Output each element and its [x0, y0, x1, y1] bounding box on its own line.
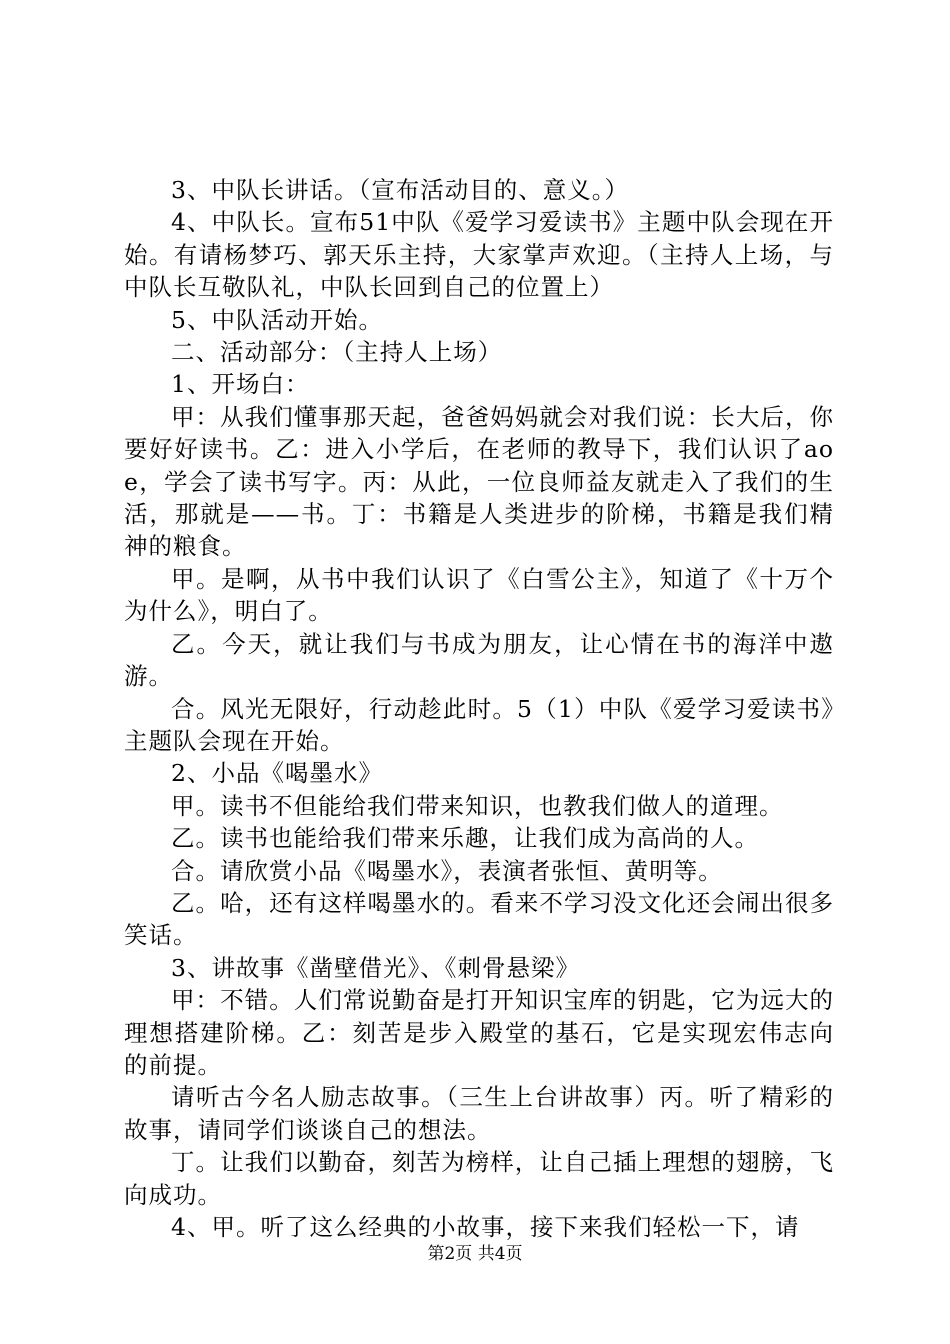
paragraph-2: 4、中队长。宣布51中队《爱学习爱读书》主题中队会现在开始。有请杨梦巧、郭天乐主持，大家掌声欢迎。（主持人上场，与中队长互敬队礼，中队长回到自己的位置上）: [124, 208, 834, 302]
paragraph-4: 二、活动部分：（主持人上场）: [171, 338, 503, 367]
paragraph-6: 甲：从我们懂事那天起，爸爸妈妈就会对我们说：长大后，你要好好读书。乙：进入小学后，在老师的教导下，我们认识了aoe，学会了读书写字。丙：从此，一位良师益友就走入了我们的生活，那就是——书。丁：书籍是人类进步的阶梯，书籍是我们精神的粮食。: [124, 402, 834, 561]
paragraph-14: 乙。哈，还有这样喝墨水的。看来不学习没文化还会闹出很多笑话。: [124, 888, 834, 950]
paragraph-12: 乙。读书也能给我们带来乐趣，让我们成为高尚的人。: [171, 824, 759, 853]
paragraph-1: 3、中队长讲话。（宣布活动目的、意义。）: [171, 176, 629, 204]
page-body: [124, 174, 834, 1243]
paragraph-7: 甲。是啊，从书中我们认识了《白雪公主》，知道了《十万个为什么》，明白了。: [124, 564, 834, 626]
paragraph-10: 2、小品《喝墨水》: [171, 759, 383, 788]
page-footer: 第2页 共4页: [427, 1244, 523, 1264]
paragraph-5: 1、开场白：: [171, 370, 310, 399]
paragraph-11: 甲。读书不但能给我们带来知识，也教我们做人的道理。: [171, 791, 784, 820]
paragraph-13: 合。请欣赏小品《喝墨水》，表演者张恒、黄明等。: [171, 856, 723, 885]
paragraph-16: 甲：不错。人们常说勤奋是打开知识宝库的钥匙，它为远大的理想搭建阶梯。乙：刻苦是步入殿堂的基石，它是实现宏伟志向的前提。: [124, 986, 834, 1079]
paragraph-19: 4、甲。听了这么经典的小故事，接下来我们轻松一下，请: [171, 1213, 800, 1241]
paragraph-17: 请听古今名人励志故事。（三生上台讲故事）丙。听了精彩的故事，请同学们谈谈自己的想法。: [124, 1083, 834, 1144]
paragraph-8: 乙。今天，就让我们与书成为朋友，让心情在书的海洋中遨游。: [124, 629, 834, 691]
paragraph-9: 合。风光无限好，行动趁此时。5（1）中队《爱学习爱读书》主题队会现在开始。: [124, 694, 834, 755]
paragraph-15: 3、讲故事《凿壁借光》、《刺骨悬梁》: [171, 953, 580, 982]
paragraph-3: 5、中队活动开始。: [171, 305, 383, 334]
paragraph-18: 丁。让我们以勤奋，刻苦为榜样，让自己插上理想的翅膀，飞向成功。: [124, 1148, 834, 1209]
